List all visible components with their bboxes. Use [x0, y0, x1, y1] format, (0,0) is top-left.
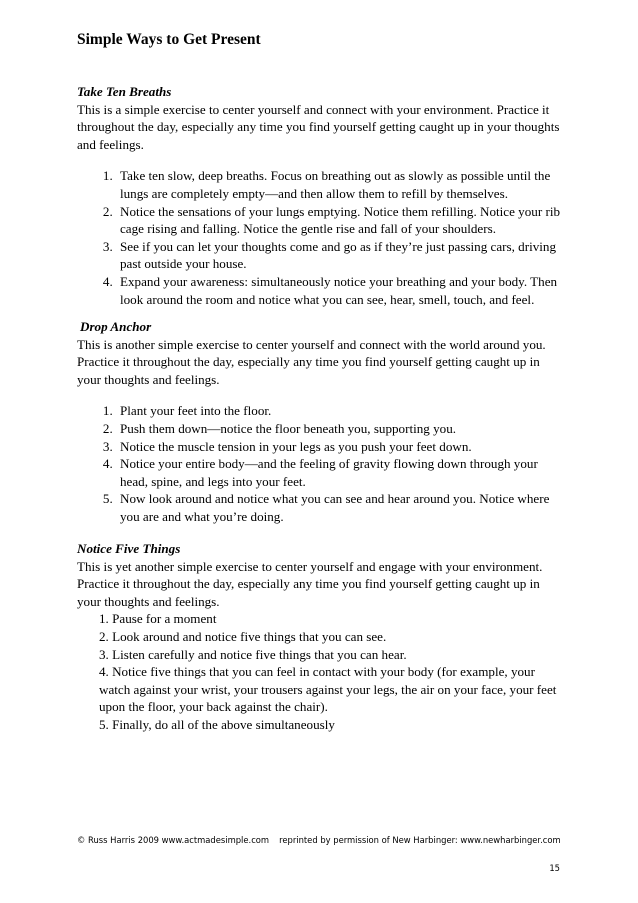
list-item: 2. Look around and notice five things that you can see.: [99, 628, 387, 644]
list-item: 3. See if you can let your thoughts come and go as if they’re just passing cars, driving past outside your house.: [116, 238, 567, 273]
steps-list: [77, 610, 567, 733]
section-intro: This is another simple exercise to center yourself and connect with the world around you. Practice it throughout the day, especially any time you find yourself getting caught up in your thoughts and feelings.: [77, 336, 546, 387]
section-heading: Notice Five Things: [77, 541, 181, 556]
steps-list: [77, 167, 567, 308]
list-item: 2. Notice the sensations of your lungs emptying. Notice them refilling. Notice your rib cage rising and falling. Notice the gentle rise and fall of your shoulders.: [116, 203, 567, 238]
section-heading: Drop Anchor: [80, 319, 152, 334]
list-item: 2. Push them down—notice the floor beneath you, supporting you.: [116, 420, 567, 438]
page-title: Simple Ways to Get Present: [77, 31, 261, 48]
footer-permission: reprinted by permission of New Harbinger: www.newharbinger.com: [279, 835, 561, 845]
list-item: 3. Notice the muscle tension in your legs as you push your feet down.: [116, 438, 567, 456]
section-heading: Take Ten Breaths: [77, 84, 172, 99]
list-item: 4. Notice your entire body—and the feeling of gravity flowing down through your head, spine, and legs into your feet.: [116, 455, 567, 490]
list-item: 3. Listen carefully and notice five things that you can hear.: [99, 646, 407, 662]
section-intro: This is yet another simple exercise to center yourself and engage with your environment. Practice it throughout the day, especially any time you find yourself getting caught up in your thoughts and feelings.: [77, 558, 543, 609]
footer-copyright: © Russ Harris 2009 www.actmadesimple.com: [77, 835, 270, 845]
steps-list: [77, 402, 567, 525]
list-item: 1. Take ten slow, deep breaths. Focus on breathing out as slowly as possible until the lungs are completely empty—and then allow them to refill by themselves.: [116, 167, 567, 202]
list-item: 1. Plant your feet into the floor.: [116, 402, 567, 420]
page-footer: [77, 835, 561, 845]
list-item: 5. Now look around and notice what you can see and hear around you. Notice where you are and what you’re doing.: [116, 490, 567, 525]
section-notice-five-things: [77, 540, 567, 734]
list-item: 4. Notice five things that you can feel in contact with your body (for example, your watch against your wrist, your trousers against your legs, the air on your face, your feet upon the floor, your back against the chair).: [99, 664, 557, 715]
page-number: 15: [549, 863, 560, 873]
list-item: 5. Finally, do all of the above simultaneously: [99, 716, 335, 732]
section-intro: This is a simple exercise to center yourself and connect with your environment. Practice it throughout the day, especially any time you find yourself getting caught up in your thoughts and feelings.: [77, 101, 560, 152]
list-item: 4. Expand your awareness: simultaneously notice your breathing and your body. Then look around the room and notice what you can see, hear, smell, touch, and feel.: [116, 273, 567, 308]
section-drop-anchor: [77, 318, 567, 526]
section-take-ten-breaths: [77, 83, 567, 308]
list-item: 1. Pause for a moment: [99, 611, 217, 627]
